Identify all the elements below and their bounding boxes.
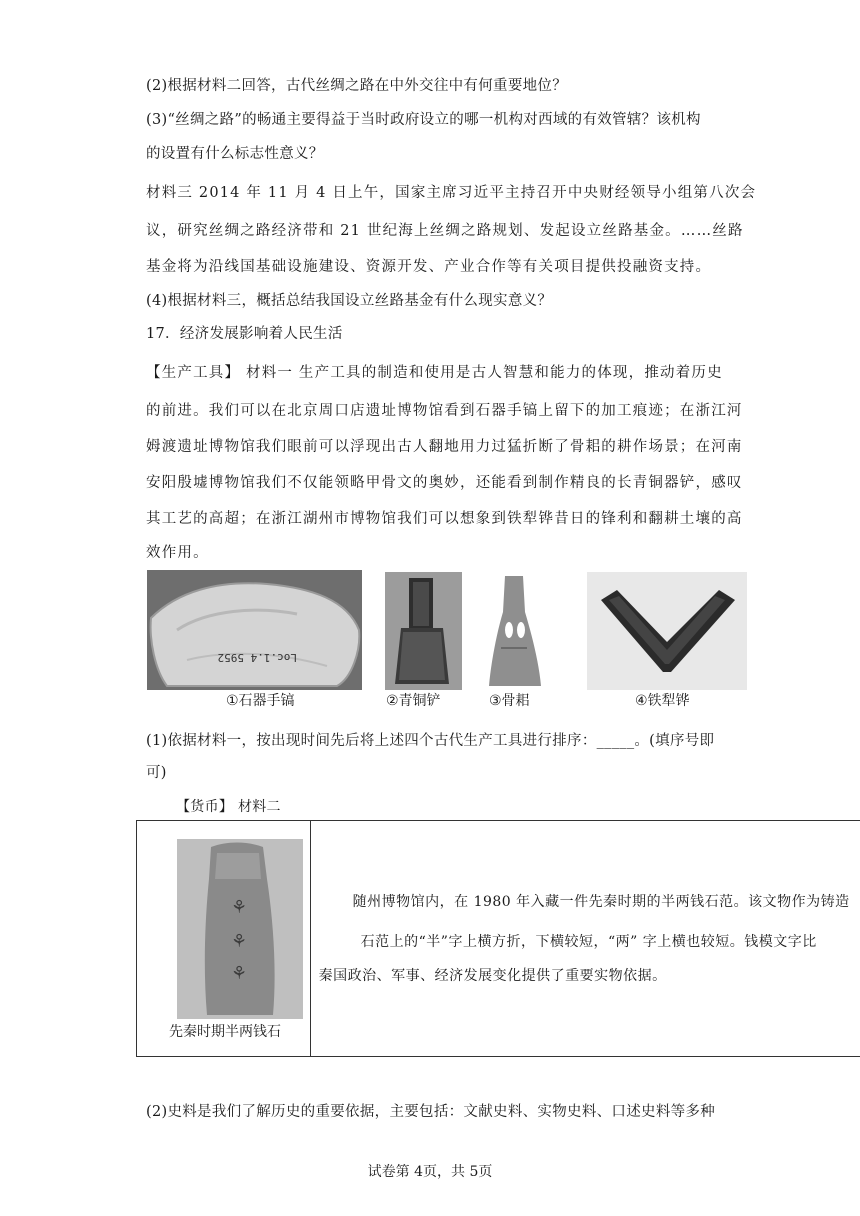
bone-spade-image [485, 572, 543, 690]
caption-bone-spade: ③骨耜 [489, 693, 530, 709]
coin-desc-line3: 秦国政治、军事、经济发展变化提供了重要实物依据。 [318, 968, 667, 984]
coin-image-cell [137, 821, 311, 1057]
q16-material3-line2: 议，研究丝绸之路经济带和 21 世纪海上丝绸之路规划、发起设立丝路基金。……丝路 [146, 223, 744, 239]
q17-sub1-line2: 可) [146, 765, 167, 781]
bronze-shovel-image [385, 572, 462, 690]
q17-sub1-line1: (1)依据材料一，按出现时间先后将上述四个古代生产工具进行排序：_____。(填序号即 [146, 733, 715, 749]
coin-mold-table [136, 820, 860, 1057]
q17-title: 17．经济发展影响着人民生活 [146, 326, 343, 342]
coin-mold-image [177, 839, 303, 1019]
q17-material1-line2: 的前进。我们可以在北京周口店遗址博物馆看到石器手镐上留下的加工痕迹；在浙江河 [146, 403, 743, 419]
q16-sub3-line1: (3)“丝绸之路”的畅通主要得益于当时政府设立的哪一机构对西域的有效管辖？该机构 [146, 112, 701, 128]
page-footer: 试卷第 4页，共 5页 [367, 1164, 493, 1180]
coin-desc-line2: 石范上的“半”字上横方折，下横较短，“两” 字上横也较短。钱模文字比 [360, 934, 817, 950]
q17-material2-header: 【货币】 材料二 [176, 799, 281, 815]
caption-stone-pick: ①石器手镐 [226, 693, 295, 709]
q16-sub4: (4)根据材料三，概括总结我国设立丝路基金有什么现实意义？ [146, 293, 553, 309]
q17-material1-line5: 其工艺的高超；在浙江湖州市博物馆我们可以想象到铁犁铧昔日的锋利和翻耕土壤的高 [146, 511, 743, 527]
coin-char-1: ⚘ [231, 897, 248, 918]
q16-sub3-line2: 的设置有什么标志性意义？ [146, 146, 324, 162]
q17-material1-line6: 效作用。 [146, 545, 209, 561]
q17-material1-line3: 姆渡遗址博物馆我们眼前可以浮现出古人翻地用力过猛折断了骨耜的耕作场景；在河南 [146, 439, 743, 455]
coin-char-3: ⚘ [231, 963, 248, 984]
caption-bronze-shovel: ②青铜铲 [386, 693, 441, 709]
stone-pick-marking: Loc.1.4 5952 [217, 651, 297, 664]
coin-caption: 先秦时期半两钱石 [169, 1024, 281, 1040]
iron-plow-image [587, 572, 747, 690]
coin-desc-line1: 随州博物馆内，在 1980 年入藏一件先秦时期的半两钱石范。该文物作为铸造 [352, 894, 850, 910]
q17-sub2: (2)史料是我们了解历史的重要依据，主要包括：文献史料、实物史料、口述史料等多种 [146, 1104, 716, 1120]
q16-material3-line1: 材料三 2014 年 11 月 4 日上午，国家主席习近平主持召开中央财经领导小组第八次会 [146, 185, 757, 201]
coin-char-2: ⚘ [231, 931, 248, 952]
coin-desc-cell [310, 821, 860, 1057]
caption-iron-plow: ④铁犁铧 [635, 693, 690, 709]
q17-material1-line1: 【生产工具】 材料一 生产工具的制造和使用是古人智慧和能力的体现，推动着历史 [146, 365, 723, 381]
q16-sub2: (2)根据材料二回答，古代丝绸之路在中外交往中有何重要地位？ [146, 78, 568, 94]
q17-material1-line4: 安阳殷墟博物馆我们不仅能领略甲骨文的奥妙，还能看到制作精良的长青铜器铲，感叹 [146, 475, 743, 491]
stone-pick-image [147, 570, 362, 690]
q16-material3-line3: 基金将为沿线国基础设施建设、资源开发、产业合作等有关项目提供投融资支持。 [146, 259, 712, 275]
